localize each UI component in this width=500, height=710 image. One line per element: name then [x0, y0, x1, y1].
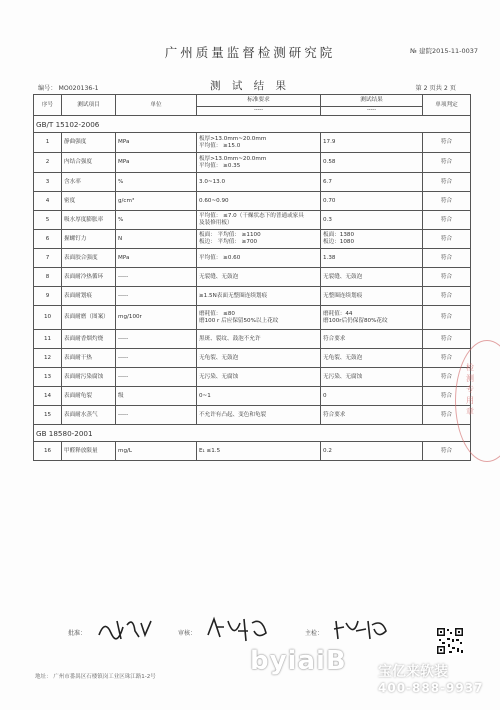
cell-requirement: [197, 442, 321, 461]
cell-verdict: 符合: [423, 306, 471, 330]
header-result-label: 测试结果: [360, 97, 383, 103]
table-row: [34, 406, 471, 425]
cell-result-line-1: 0.58: [323, 159, 336, 165]
stamp-text: 检测专用章: [466, 363, 474, 416]
cell-item: 表面耐磨（图案）: [62, 306, 116, 330]
cell-requirement: [197, 133, 321, 153]
cell-requirement-line-1: 黑斑、裂纹、鼓泡不允许: [199, 335, 261, 342]
cell-result: [321, 368, 423, 387]
cell-requirement-line-1: 平均值： ≥0.60: [199, 254, 241, 261]
cell-no: 5: [34, 211, 62, 230]
table-row: [34, 249, 471, 268]
cell-requirement: [197, 211, 321, 230]
cell-result: [321, 306, 423, 330]
cell-requirement-line-1: 板面： 平均值： ≥1100: [199, 232, 261, 239]
cell-no: 6: [34, 230, 62, 249]
review-label: 审核：: [178, 630, 197, 637]
cell-result-line-1: 无整圈连续划痕: [323, 292, 363, 299]
cell-item: 表面胶合强度: [62, 249, 116, 268]
cell-requirement: [197, 349, 321, 368]
cell-result-line-1: 磨耗值：44: [323, 310, 353, 317]
cell-result-line-2: 板边：1080: [323, 239, 355, 245]
cell-unit: -----: [116, 330, 197, 349]
cell-requirement-line-2: 平均值： ≥0.35: [199, 162, 241, 169]
cell-no: 15: [34, 406, 62, 425]
table-row: [34, 287, 471, 306]
cell-requirement-line-1: 3.0~13.0: [199, 178, 226, 185]
address-footer: 地址： 广州市番禺区石楼镇岗工业区珠江路1-2号: [35, 674, 156, 680]
page-info: 第 2 页共 2 页: [415, 85, 456, 92]
cell-requirement-line-1: 0.60~0.90: [199, 197, 229, 204]
cell-result: [321, 268, 423, 287]
header-unit: 单位: [116, 95, 197, 116]
cell-verdict: 符合: [423, 442, 471, 461]
cell-result-line-1: 0: [323, 392, 327, 399]
watermark-brand: 宝亿来软装: [378, 664, 448, 680]
cell-verdict: 符合: [423, 330, 471, 349]
cell-requirement: [197, 306, 321, 330]
cell-no: 16: [34, 442, 62, 461]
cell-item: 静曲强度: [62, 133, 116, 153]
header-requirement: [197, 95, 321, 116]
cell-result-line-1: 符合要求: [323, 411, 346, 418]
cell-item: 表面耐龟裂: [62, 387, 116, 406]
table-row: [34, 268, 471, 287]
sample-number: 编号： MO020136-1: [38, 85, 99, 92]
cell-unit: -----: [116, 406, 197, 425]
cell-unit: -----: [116, 287, 197, 306]
cell-requirement: [197, 192, 321, 211]
cell-no: 1: [34, 133, 62, 153]
cell-requirement: [197, 368, 321, 387]
section-title: 测 试 结 果: [209, 80, 290, 92]
header-requirement-label: 标准要求: [247, 97, 270, 103]
cell-unit: MPa: [116, 133, 197, 153]
cell-result: [321, 173, 423, 192]
cell-unit: g/cm³: [116, 192, 197, 211]
cell-requirement-line-1: 无污染、无腐蚀: [199, 373, 239, 380]
table-row: [34, 153, 471, 173]
cell-verdict: 符合: [423, 192, 471, 211]
cell-result-line-1: 无裂缝、无鼓泡: [323, 273, 363, 280]
cell-unit: -----: [116, 268, 197, 287]
cell-no: 4: [34, 192, 62, 211]
cell-unit: mg/L: [116, 442, 197, 461]
table-row: [34, 387, 471, 406]
table-row: [34, 211, 471, 230]
header-no: 序号: [34, 95, 62, 116]
cell-verdict: 符合: [423, 133, 471, 153]
cell-verdict: 符合: [423, 349, 471, 368]
cell-result-line-2: 磨100r后仍保留80%花纹: [323, 317, 388, 324]
chief-signature: [332, 615, 392, 643]
cell-unit: MPa: [116, 153, 197, 173]
cell-unit: -----: [116, 368, 197, 387]
institute-title: 广州质量监督检测研究院: [164, 45, 336, 60]
cell-requirement: [197, 287, 321, 306]
standard-label-2: GB 18580-2001: [34, 425, 471, 442]
cell-item: 表面耐香烟灼烧: [62, 330, 116, 349]
cell-no: 7: [34, 249, 62, 268]
cell-item: 表面耐水蒸气: [62, 406, 116, 425]
cell-unit: %: [116, 173, 197, 192]
cell-unit: 级: [116, 387, 197, 406]
cell-no: 14: [34, 387, 62, 406]
cell-requirement-line-1: 不允许有凸起、变色和龟裂: [199, 411, 267, 418]
approve-label: 批准：: [68, 630, 87, 637]
cell-result-line-1: 符合要求: [323, 335, 346, 342]
table-row: [34, 442, 471, 461]
standard-label-1: GB/T 15102-2006: [34, 116, 471, 133]
cell-verdict: 符合: [423, 368, 471, 387]
cell-result-line-1: 无污染、无腐蚀: [323, 373, 363, 380]
approve-signature: [95, 615, 155, 643]
cell-requirement: [197, 249, 321, 268]
watermark-logo: byiaiB: [250, 646, 347, 676]
report-number: № 建院2015-11-0037: [410, 47, 478, 55]
cell-result-line-1: 0.3: [323, 216, 332, 223]
cell-item: 含水率: [62, 173, 116, 192]
cell-result-line-1: 0.70: [323, 197, 336, 204]
cell-requirement: [197, 173, 321, 192]
cell-item: 内结合强度: [62, 153, 116, 173]
table-row: [34, 306, 471, 330]
cell-requirement-line-1: E₁ ≤1.5: [199, 447, 221, 454]
cell-verdict: 符合: [423, 406, 471, 425]
cell-verdict: 符合: [423, 230, 471, 249]
review-signature: [204, 613, 274, 645]
cell-result: [321, 192, 423, 211]
cell-item: 握螺钉力: [62, 230, 116, 249]
cell-item: 甲醛释放限量: [62, 442, 116, 461]
cell-requirement-line-1: ≥1.5N表面无整圈连续划痕: [199, 292, 268, 299]
cell-result: [321, 330, 423, 349]
cell-result: [321, 133, 423, 153]
cell-requirement-line-2: 板边： 平均值： ≥700: [199, 239, 258, 245]
cell-requirement-line-2: 及装修用板）: [199, 220, 233, 226]
cell-requirement-line-1: 磨耗值： ≤80: [199, 310, 235, 317]
cell-verdict: 符合: [423, 268, 471, 287]
cell-no: 11: [34, 330, 62, 349]
cell-requirement-line-1: 平均值： ≤7.0（干燥状态下的普通或家具: [199, 213, 304, 220]
cell-requirement: [197, 406, 321, 425]
header-verdict: 单项判定: [423, 95, 471, 116]
cell-requirement-line-1: 无龟裂、无鼓泡: [199, 354, 239, 361]
cell-requirement: [197, 153, 321, 173]
cell-no: 3: [34, 173, 62, 192]
cell-result: [321, 230, 423, 249]
cell-requirement-line-1: 板厚>13.0mm~20.0mm: [199, 155, 267, 162]
qr-code: [436, 627, 464, 655]
cell-unit: %: [116, 211, 197, 230]
cell-no: 12: [34, 349, 62, 368]
cell-result: [321, 406, 423, 425]
cell-unit: MPa: [116, 249, 197, 268]
cell-no: 9: [34, 287, 62, 306]
table-row: [34, 349, 471, 368]
cell-requirement-line-2: 磨100 r 后应保留50%以上花纹: [199, 317, 279, 324]
cell-no: 2: [34, 153, 62, 173]
table-row: [34, 192, 471, 211]
cell-requirement: [197, 387, 321, 406]
cell-item: 表面耐冷热循环: [62, 268, 116, 287]
cell-verdict: 符合: [423, 287, 471, 306]
cell-item: 表面耐干热: [62, 349, 116, 368]
table-row: [34, 173, 471, 192]
table-row: [34, 368, 471, 387]
cell-requirement: [197, 268, 321, 287]
cell-result: [321, 211, 423, 230]
cell-result: [321, 387, 423, 406]
table-header-row: [34, 95, 471, 116]
header-result-dash: -----: [321, 106, 422, 113]
cell-unit: mg/100r: [116, 306, 197, 330]
cell-result: [321, 249, 423, 268]
table-row: [34, 230, 471, 249]
cell-verdict: 符合: [423, 153, 471, 173]
results-table: [33, 94, 471, 461]
standard-row-1: [34, 116, 471, 133]
cell-item: 密度: [62, 192, 116, 211]
cell-requirement-line-1: 无裂缝、无鼓泡: [199, 273, 239, 280]
cell-result: [321, 153, 423, 173]
cell-requirement-line-1: 0~1: [199, 392, 211, 399]
standard-row-2: [34, 425, 471, 442]
cell-result-line-1: 1.38: [323, 254, 336, 261]
cell-item: 吸水厚度膨胀率: [62, 211, 116, 230]
header-item: 测试项目: [62, 95, 116, 116]
cell-requirement-line-1: 板厚>13.0mm~20.0mm: [199, 135, 267, 142]
cell-result: [321, 287, 423, 306]
cell-result-line-1: 无龟裂、无鼓泡: [323, 354, 363, 361]
cell-item: 表面耐污染腐蚀: [62, 368, 116, 387]
cell-requirement-line-2: 平均值： ≥15.0: [199, 142, 241, 149]
cell-verdict: 符合: [423, 173, 471, 192]
cell-no: 10: [34, 306, 62, 330]
cell-requirement: [197, 230, 321, 249]
cell-verdict: 符合: [423, 249, 471, 268]
cell-verdict: 符合: [423, 211, 471, 230]
cell-result-line-1: 6.7: [323, 178, 332, 185]
cell-result: [321, 442, 423, 461]
watermark-phone: 400-888-9937: [378, 681, 484, 695]
header-requirement-dash: -----: [197, 106, 320, 113]
header-result: [321, 95, 423, 116]
cell-verdict: 符合: [423, 387, 471, 406]
cell-unit: N: [116, 230, 197, 249]
cell-result-line-1: 板面：1380: [323, 232, 355, 239]
table-row: [34, 330, 471, 349]
cell-no: 8: [34, 268, 62, 287]
cell-requirement: [197, 330, 321, 349]
table-row: [34, 133, 471, 153]
cell-no: 13: [34, 368, 62, 387]
cell-unit: -----: [116, 349, 197, 368]
cell-result-line-1: 17.9: [323, 139, 336, 145]
cell-item: 表面耐划痕: [62, 287, 116, 306]
chief-label: 主检：: [305, 630, 324, 637]
cell-result-line-1: 0.2: [323, 447, 332, 454]
cell-result: [321, 349, 423, 368]
